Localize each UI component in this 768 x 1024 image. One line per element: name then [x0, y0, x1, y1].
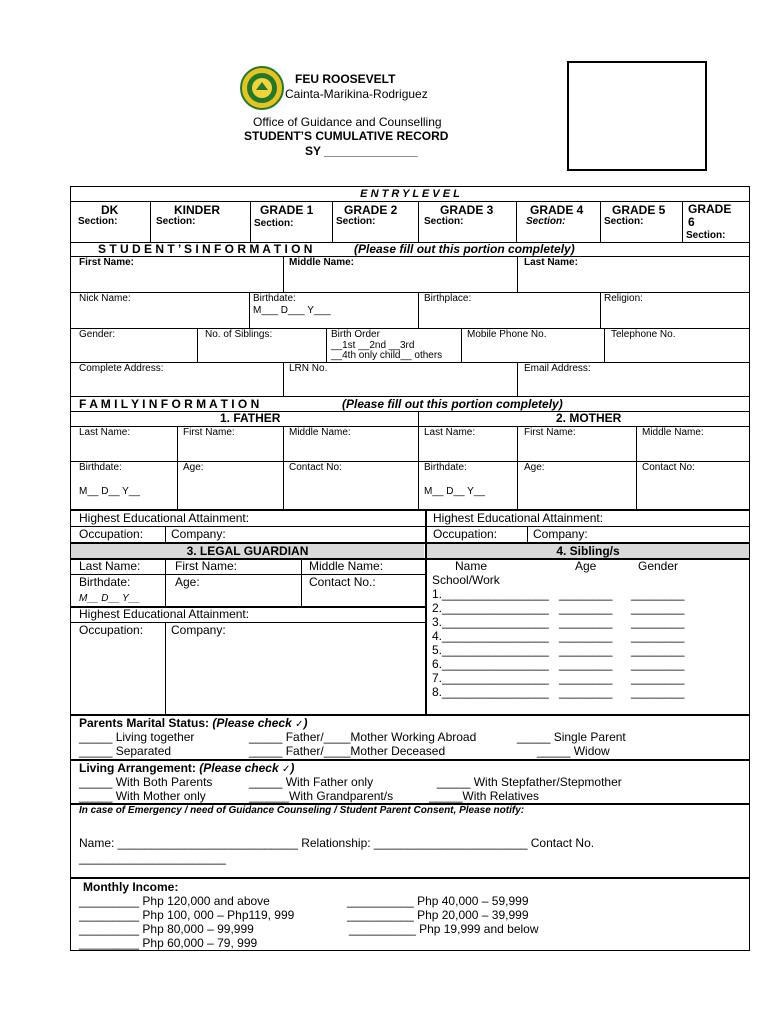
- entry-level-grade3[interactable]: GRADE 3 Section:: [424, 203, 494, 227]
- student-middle-name[interactable]: Middle Name:: [289, 257, 355, 268]
- student-lrn[interactable]: LRN No.: [289, 363, 328, 374]
- birth-order-options-1[interactable]: __1st __2nd __3rd: [331, 340, 415, 351]
- sibling-row-1-name[interactable]: 1.________________: [432, 587, 549, 601]
- mother-contact[interactable]: Contact No:: [642, 462, 695, 473]
- student-birthplace[interactable]: Birthplace:: [424, 293, 472, 304]
- monthly-income-title: Monthly Income:: [83, 880, 179, 894]
- guardian-contact[interactable]: Contact No.:: [309, 575, 376, 589]
- sibling-row-7-name[interactable]: 7.________________: [432, 671, 549, 685]
- living-stepparent[interactable]: _____ With Stepfather/Stepmother: [437, 775, 622, 789]
- sibling-row-7-gender[interactable]: ________: [631, 671, 685, 685]
- mother-birthdate-format: M__ D__ Y__: [424, 486, 485, 497]
- sibling-row-3-age[interactable]: ________: [559, 615, 613, 629]
- marital-separated[interactable]: _____ Separated: [79, 744, 172, 758]
- marital-status-heading: Parents Marital Status: (Please check ✓): [79, 716, 308, 730]
- sibling-row-4-age[interactable]: ________: [559, 629, 613, 643]
- school-logo: [240, 66, 284, 110]
- emergency-contact-line-2[interactable]: ______________________: [79, 851, 226, 865]
- income-option[interactable]: _________ Php 60,000 – 79, 999: [79, 936, 258, 950]
- marital-status-title: Parents Marital Status:: [79, 716, 210, 730]
- father-occupation[interactable]: Occupation:: [79, 527, 144, 541]
- sibling-row-6-age[interactable]: ________: [559, 657, 613, 671]
- living-relatives[interactable]: _____With Relatives: [429, 789, 540, 803]
- entry-level-grade5[interactable]: GRADE 5 Section:: [604, 203, 666, 227]
- student-birth-order: Birth Order: [331, 329, 380, 340]
- sibling-row-4-name[interactable]: 4.________________: [432, 629, 549, 643]
- living-arrangement-title: Living Arrangement:: [79, 761, 196, 775]
- student-nick-name[interactable]: Nick Name:: [79, 293, 131, 304]
- mother-middle-name[interactable]: Middle Name:: [642, 427, 704, 438]
- father-birthdate-format: M__ D__ Y__: [79, 486, 140, 497]
- father-age[interactable]: Age:: [183, 462, 204, 473]
- guardian-title: 3. LEGAL GUARDIAN: [186, 544, 309, 558]
- income-option[interactable]: __________ Php 40,000 – 59,999: [347, 894, 529, 908]
- living-mother-only[interactable]: _____ With Mother only: [79, 789, 206, 803]
- student-religion[interactable]: Religion:: [604, 293, 643, 304]
- mother-last-name[interactable]: Last Name:: [424, 427, 476, 438]
- sibling-row-8-age[interactable]: ________: [559, 685, 613, 699]
- sibling-row-6-name[interactable]: 6.________________: [432, 657, 549, 671]
- marital-single-parent[interactable]: _____ Single Parent: [517, 730, 626, 744]
- student-address[interactable]: Complete Address:: [79, 363, 164, 374]
- sibling-row-3-gender[interactable]: ________: [631, 615, 685, 629]
- mother-occupation[interactable]: Occupation:: [433, 527, 498, 541]
- entry-level-dk[interactable]: DK Section:: [78, 203, 119, 227]
- father-contact[interactable]: Contact No:: [289, 462, 342, 473]
- father-company[interactable]: Company:: [171, 527, 226, 541]
- siblings-col-name: Name: [455, 559, 488, 573]
- siblings-col-school: School/Work: [432, 573, 500, 587]
- sibling-row-5-gender[interactable]: ________: [631, 643, 685, 657]
- sibling-row-3-name[interactable]: 3.________________: [432, 615, 549, 629]
- birth-order-options-2[interactable]: __4th only child__ others: [331, 350, 443, 361]
- mother-company[interactable]: Company:: [533, 527, 588, 541]
- guardian-middle-name[interactable]: Middle Name:: [309, 559, 384, 573]
- marital-deceased[interactable]: _____ Father/____Mother Deceased: [249, 744, 446, 758]
- income-option[interactable]: __________ Php 19,999 and below: [349, 922, 539, 936]
- office-name: Office of Guidance and Counselling: [253, 115, 442, 129]
- sibling-row-8-gender[interactable]: ________: [631, 685, 685, 699]
- income-option[interactable]: _________ Php 80,000 – 99,999: [79, 922, 254, 936]
- siblings-title: 4. Sibling/s: [556, 544, 620, 558]
- sibling-row-2-name[interactable]: 2.________________: [432, 601, 549, 615]
- income-option[interactable]: _________ Php 120,000 and above: [79, 894, 270, 908]
- entry-level-grade1[interactable]: GRADE 1 Section:: [254, 203, 314, 229]
- sibling-row-1-age[interactable]: ________: [559, 587, 613, 601]
- entry-level-grade2[interactable]: GRADE 2 Section:: [336, 203, 398, 227]
- living-arrangement-heading: Living Arrangement: (Please check ✓): [79, 761, 295, 775]
- sibling-row-5-age[interactable]: ________: [559, 643, 613, 657]
- father-last-name[interactable]: Last Name:: [79, 427, 131, 438]
- student-mobile[interactable]: Mobile Phone No.: [467, 329, 547, 340]
- siblings-col-age: Age: [575, 559, 597, 573]
- father-title: 1. FATHER: [220, 411, 281, 425]
- guardian-company[interactable]: Company:: [171, 623, 226, 637]
- guardian-education[interactable]: Highest Educational Attainment:: [79, 607, 250, 621]
- sibling-row-1-gender[interactable]: ________: [631, 587, 685, 601]
- mother-first-name[interactable]: First Name:: [524, 427, 576, 438]
- emergency-note: In case of Emergency / need of Guidance Counseling / Student Parent Consent, Please notify:: [79, 805, 525, 816]
- entry-level-grade4[interactable]: GRADE 4 Section:: [526, 203, 584, 227]
- student-last-name[interactable]: Last Name:: [524, 257, 578, 268]
- income-option[interactable]: _________ Php 100, 000 – Php119, 999: [79, 908, 295, 922]
- student-info-note: (Please fill out this portion completely): [354, 242, 575, 256]
- father-birthdate[interactable]: Birthdate:: [79, 462, 122, 473]
- student-birthdate-format: M___ D___ Y___: [253, 305, 331, 316]
- school-location: Cainta-Marikina-Rodriguez: [285, 87, 428, 101]
- guardian-age[interactable]: Age:: [175, 575, 200, 589]
- record-title: STUDENT’S CUMULATIVE RECORD: [244, 129, 449, 143]
- mother-title: 2. MOTHER: [556, 411, 622, 425]
- marital-working-abroad[interactable]: _____ Father/____Mother Working Abroad: [249, 730, 477, 744]
- mother-birthdate[interactable]: Birthdate:: [424, 462, 467, 473]
- student-telephone[interactable]: Telephone No.: [611, 329, 676, 340]
- student-gender[interactable]: Gender:: [79, 329, 116, 340]
- mother-age[interactable]: Age:: [524, 462, 545, 473]
- student-siblings[interactable]: No. of Siblings:: [205, 329, 273, 340]
- guardian-first-name[interactable]: First Name:: [175, 559, 238, 573]
- student-info-title: S T U D E N T ’ S I N F O R M A T I O N: [98, 242, 313, 256]
- entry-level-kinder[interactable]: KINDER Section:: [156, 203, 221, 227]
- entry-level-grade6[interactable]: GRADE 6 Section:: [686, 202, 732, 241]
- living-arrangement-note: (Please check: [199, 761, 282, 775]
- father-education[interactable]: Highest Educational Attainment:: [79, 511, 250, 525]
- father-first-name[interactable]: First Name:: [183, 427, 235, 438]
- emergency-contact-line[interactable]: Name: ___________________________ Relationship: _______________________ Contact No.: [79, 836, 595, 850]
- living-father-only[interactable]: _____ With Father only: [249, 775, 374, 789]
- sibling-row-7-age[interactable]: ________: [559, 671, 613, 685]
- siblings-col-gender: Gender: [638, 559, 679, 573]
- student-email[interactable]: Email Address:: [524, 363, 591, 374]
- marital-widow[interactable]: _____ Widow: [537, 744, 610, 758]
- sibling-row-5-name[interactable]: 5.________________: [432, 643, 549, 657]
- sibling-row-6-gender[interactable]: ________: [631, 657, 685, 671]
- sibling-row-2-gender[interactable]: ________: [631, 601, 685, 615]
- student-first-name[interactable]: First Name:: [79, 257, 135, 268]
- mother-education[interactable]: Highest Educational Attainment:: [433, 511, 604, 525]
- sibling-row-2-age[interactable]: ________: [559, 601, 613, 615]
- photo-box[interactable]: [567, 61, 707, 171]
- school-name: FEU ROOSEVELT: [295, 72, 396, 86]
- family-info-note: (Please fill out this portion completely): [342, 397, 563, 411]
- guardian-last-name[interactable]: Last Name:: [79, 559, 141, 573]
- income-option[interactable]: __________ Php 20,000 – 39,999: [347, 908, 529, 922]
- guardian-birthdate-format: M__ D__ Y__: [79, 593, 140, 604]
- family-info-title: F A M I L Y I N F O R M A T I O N: [79, 397, 260, 411]
- checkmark-icon: ✓: [281, 764, 291, 775]
- marital-status-note: (Please check: [212, 716, 296, 730]
- school-year: SY ______________: [305, 144, 418, 158]
- sibling-row-4-gender[interactable]: ________: [631, 629, 685, 643]
- entry-level-title: E N T R Y L E V E L: [360, 188, 460, 200]
- guardian-birthdate[interactable]: Birthdate:: [79, 575, 131, 589]
- father-middle-name[interactable]: Middle Name:: [289, 427, 351, 438]
- checkmark-icon: ✓: [295, 719, 304, 730]
- student-birthdate[interactable]: Birthdate:: [253, 293, 296, 304]
- sibling-row-8-name[interactable]: 8.________________: [432, 685, 549, 699]
- living-grandparents[interactable]: ______With Grandparent/s: [249, 789, 394, 803]
- guardian-occupation[interactable]: Occupation:: [79, 623, 144, 637]
- living-both-parents[interactable]: _____ With Both Parents: [79, 775, 213, 789]
- marital-living-together[interactable]: _____ Living together: [79, 730, 195, 744]
